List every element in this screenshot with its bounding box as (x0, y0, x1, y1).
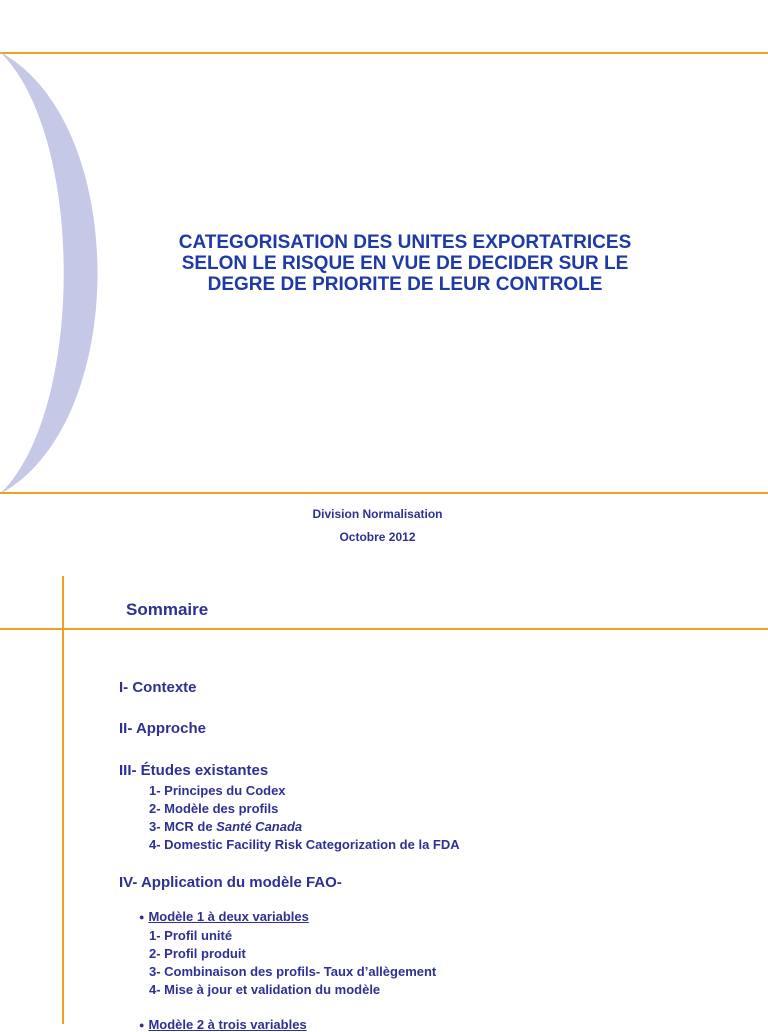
summary-divider (0, 628, 768, 630)
model2-bullet (139, 1017, 307, 1032)
list-item: 2- Modèle des profils (149, 801, 279, 816)
document-title (100, 232, 710, 295)
list-item: 1- Principes du Codex (149, 783, 286, 798)
list-item (149, 818, 302, 836)
title-line-3: DEGRE DE PRIORITE DE LEUR CONTROLE (207, 274, 603, 295)
section-approche: II- Approche (119, 720, 206, 737)
bottom-divider (0, 492, 768, 494)
model2-label: Modèle 2 à trois variables (148, 1017, 307, 1032)
model1-bullet (139, 909, 309, 924)
bullet-dot-icon: ● (139, 1020, 145, 1030)
decorative-arc (0, 52, 110, 494)
list-item-italic: Santé Canada (216, 819, 303, 834)
title-line-2: SELON LE RISQUE EN VUE DE DECIDER SUR LE (181, 253, 629, 274)
list-item: 2- Profil produit (149, 946, 246, 961)
list-item-text: 3- MCR de (149, 819, 217, 834)
list-item: 1- Profil unité (149, 928, 233, 943)
summary-vertical-divider (62, 576, 64, 1024)
section-etudes-existantes: III- Études existantes (119, 762, 269, 779)
top-divider (0, 52, 768, 54)
list-item: 4- Mise à jour et validation du modèle (149, 982, 381, 997)
list-item: 3- Combinaison des profils- Taux d’allègement (149, 964, 437, 979)
division-label: Division Normalisation (312, 507, 443, 521)
title-line-1: CATEGORISATION DES UNITES EXPORTATRICES (178, 232, 632, 253)
list-item: 4- Domestic Facility Risk Categorization de la FDA (149, 837, 460, 852)
date-label: Octobre 2012 (339, 530, 416, 544)
bullet-dot-icon: ● (139, 912, 145, 922)
section-contexte: I- Contexte (119, 679, 197, 696)
section-application: IV- Application du modèle FAO- (119, 874, 342, 891)
summary-heading: Sommaire (126, 600, 209, 619)
model1-label: Modèle 1 à deux variables (148, 909, 309, 924)
